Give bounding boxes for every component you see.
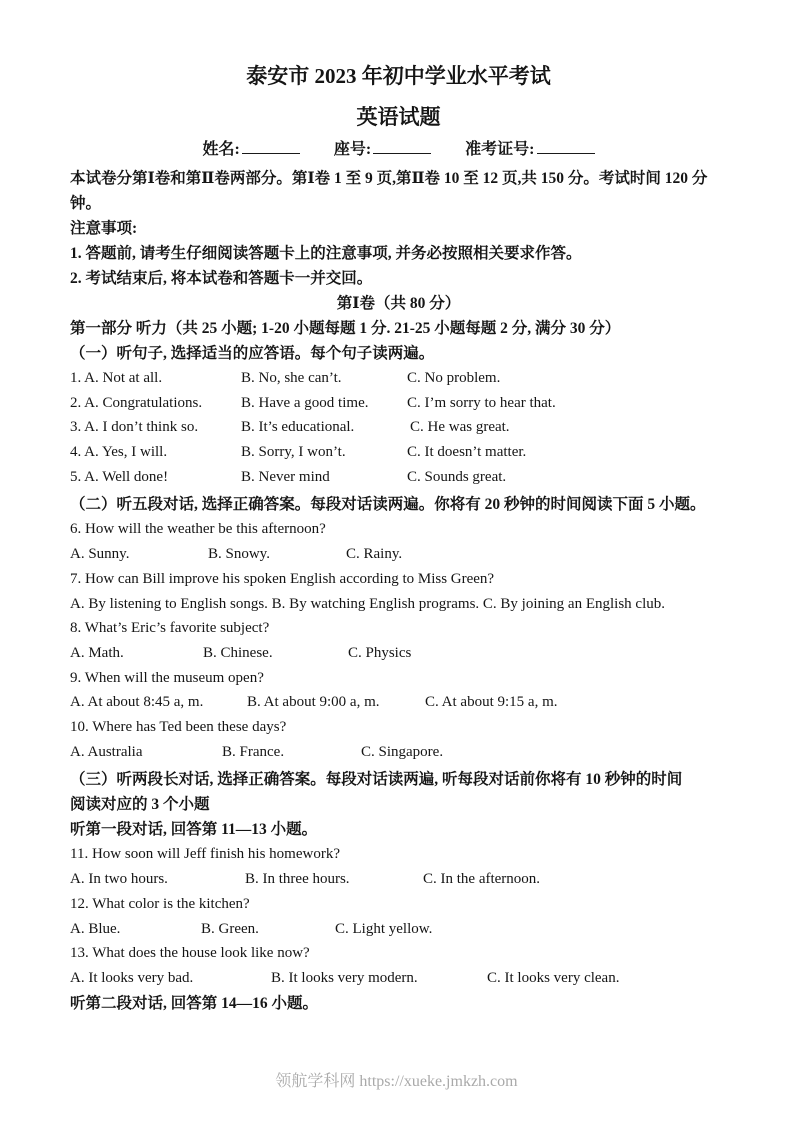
q6-option-c: C. Rainy. (346, 546, 403, 563)
q11-text: 11. How soon will Jeff finish his homework? (70, 846, 340, 863)
q13-options-row (70, 966, 727, 991)
q4-option-a: 4. A. Yes, I will. (70, 444, 168, 461)
note-item-1: 1. 答题前, 请考生仔细阅读答题卡上的注意事项, 并务必按照相关要求作答。 (70, 245, 582, 262)
q11-option-c: C. In the afternoon. (423, 871, 541, 888)
q6-options-row (70, 542, 727, 567)
exam-subtitle: 英语试题 (356, 105, 441, 129)
intro-paragraph: 本试卷分第Ⅰ卷和第Ⅱ卷两部分。第Ⅰ卷 1 至 9 页,第Ⅱ卷 10 至 12 页,共 150 分。考试时间 120 分钟。 (70, 170, 708, 212)
q5-option-b: B. Never mind (241, 468, 330, 485)
q12-options-row (70, 917, 727, 942)
q10-text: 10. Where has Ted been these days? (70, 719, 287, 736)
watermark-text: 领航学科网 https://xueke.jmkzh.com (275, 1073, 518, 1090)
q13-option-b: B. It looks very modern. (271, 969, 418, 986)
q9-option-b: B. At about 9:00 a, m. (247, 694, 380, 711)
part1-title: 第一部分 听力（共 25 小题; 1-20 小题每题 1 分. 21-25 小题每题 2 分, 满分 30 分） (70, 320, 621, 337)
note-item-2: 2. 考试结束后, 将本试卷和答题卡一并交回。 (70, 270, 373, 287)
candidate-fields-row (70, 138, 727, 162)
q6-option-a: A. Sunny. (70, 546, 130, 563)
q8-option-a: A. Math. (70, 644, 124, 661)
q10-option-b: B. France. (222, 743, 285, 760)
section3-title-line2: 阅读对应的 3 个小题 (70, 796, 210, 814)
section3-title-line1: （三）听两段长对话, 选择正确答案。每段对话读两遍, 听每段对话前你将有 10 秒钟的时间 (70, 771, 683, 789)
q5-options-row (70, 465, 727, 490)
q13-text: 13. What does the house look like now? (70, 945, 310, 962)
q9-option-a: A. At about 8:45 a, m. (70, 694, 204, 711)
name-blank (242, 139, 300, 154)
q3-option-b: B. It’s educational. (241, 419, 355, 436)
q12-option-b: B. Green. (201, 920, 259, 937)
q2-option-c: C. I’m sorry to hear that. (407, 394, 556, 411)
q6-option-b: B. Snowy. (208, 546, 270, 563)
q11-option-a: A. In two hours. (70, 871, 168, 888)
q2-option-b: B. Have a good time. (241, 394, 369, 411)
q8-options-row (70, 641, 727, 666)
q4-option-c: C. It doesn’t matter. (407, 444, 527, 461)
q6-text: 6. How will the weather be this afternoon? (70, 521, 326, 538)
exam-title: 泰安市 2023 年初中学业水平考试 (246, 64, 551, 88)
q8-option-c: C. Physics (348, 644, 412, 661)
dialog2-title: 听第二段对话, 回答第 14—16 小题。 (70, 994, 319, 1012)
q2-options-row (70, 391, 727, 416)
q11-options-row (70, 867, 727, 892)
seat-blank (373, 139, 431, 154)
ticket-blank (537, 139, 595, 154)
q10-option-c: C. Singapore. (361, 743, 444, 760)
q10-options-row (70, 740, 727, 765)
notes-title: 注意事项: (70, 220, 138, 237)
q3-options-row (70, 415, 727, 440)
dialog1-title: 听第一段对话, 回答第 11—13 小题。 (70, 821, 318, 839)
q12-option-a: A. Blue. (70, 920, 121, 937)
section1-title: （一）听句子, 选择适当的应答语。每个句子读两遍。 (70, 345, 435, 362)
seat-label: 座号: (333, 141, 372, 158)
q9-text: 9. When will the museum open? (70, 669, 264, 686)
q7-text: 7. How can Bill improve his spoken English according to Miss Green? (70, 570, 495, 587)
q4-option-b: B. Sorry, I won’t. (241, 444, 346, 461)
q1-option-b: B. No, she can’t. (241, 370, 342, 386)
exam-content (70, 62, 727, 1016)
q1-option-c: C. No problem. (407, 370, 501, 386)
q13-option-c: C. It looks very clean. (487, 969, 620, 986)
q7-options-row: A. By listening to English songs. B. By watching English programs. C. By joining an English club. (70, 595, 665, 612)
q3-option-a: 3. A. I don’t think so. (70, 419, 199, 436)
q4-options-row (70, 440, 727, 465)
q11-option-b: B. In three hours. (245, 871, 350, 888)
q8-text: 8. What’s Eric’s favorite subject? (70, 620, 270, 637)
name-label: 姓名: (202, 141, 240, 158)
q2-option-a: 2. A. Congratulations. (70, 394, 203, 411)
q3-option-c: C. He was great. (410, 419, 510, 436)
ticket-label: 准考证号: (465, 141, 535, 158)
q5-option-a: 5. A. Well done! (70, 468, 169, 485)
q12-option-c: C. Light yellow. (335, 920, 433, 937)
q8-option-b: B. Chinese. (203, 644, 273, 661)
section2-title: （二）听五段对话, 选择正确答案。每段对话读两遍。你将有 20 秒钟的时间阅读下面 5 小题。 (70, 496, 706, 514)
q12-text: 12. What color is the kitchen? (70, 895, 250, 912)
q1-option-a: 1. A. Not at all. (70, 370, 163, 386)
q5-option-c: C. Sounds great. (407, 468, 507, 485)
q9-options-row (70, 690, 727, 715)
q13-option-a: A. It looks very bad. (70, 969, 194, 986)
q9-option-c: C. At about 9:15 a, m. (425, 694, 558, 711)
q10-option-a: A. Australia (70, 743, 143, 760)
volume1-title: 第Ⅰ卷（共 80 分） (336, 295, 461, 312)
q1-options-row (70, 366, 727, 391)
